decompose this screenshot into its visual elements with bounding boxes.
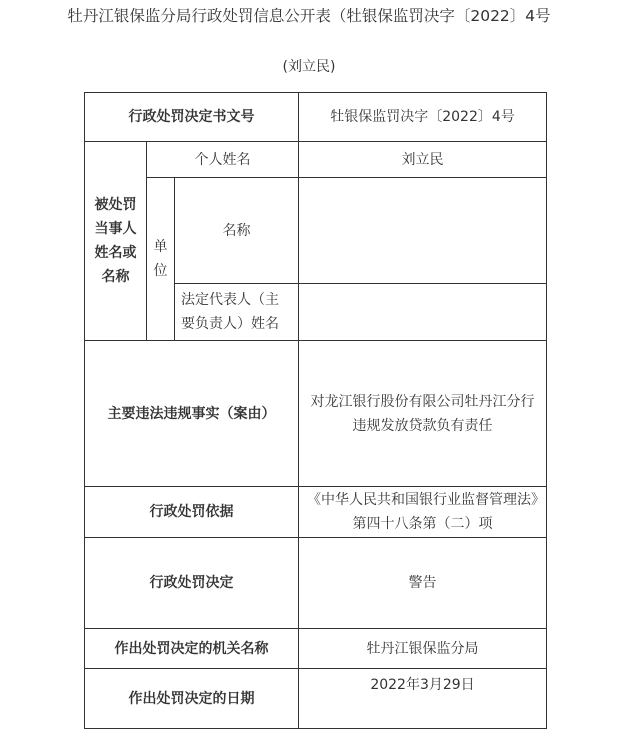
party-label: 被处罚当事人姓名或名称	[85, 142, 147, 341]
table-row	[85, 629, 547, 669]
unit-name-value	[299, 178, 547, 284]
table-row	[85, 341, 547, 487]
basis-label: 行政处罚依据	[85, 487, 299, 538]
table-row	[85, 487, 547, 538]
unit-label: 单位	[147, 178, 175, 341]
decision-no-label: 行政处罚决定书文号	[85, 93, 299, 142]
individual-name-value: 刘立民	[299, 142, 547, 178]
authority-label: 作出处罚决定的机关名称	[85, 629, 299, 669]
decision-label: 行政处罚决定	[85, 538, 299, 629]
facts-value: 对龙江银行股份有限公司牡丹江分行违规发放贷款负有责任	[299, 341, 547, 487]
decision-no-value: 牡银保监罚决字〔2022〕4号	[299, 93, 547, 142]
legal-rep-value	[299, 284, 547, 341]
table-row	[85, 669, 547, 729]
facts-label: 主要违法违规事实（案由）	[85, 341, 299, 487]
unit-name-label: 名称	[175, 178, 299, 284]
date-value: 2022年3月29日	[299, 669, 547, 729]
authority-value: 牡丹江银保监分局	[299, 629, 547, 669]
date-label: 作出处罚决定的日期	[85, 669, 299, 729]
legal-rep-label: 法定代表人（主要负责人）姓名	[175, 284, 299, 341]
page-subtitle: (刘立民)	[282, 59, 336, 75]
penalty-info-table	[84, 92, 547, 729]
table-row	[85, 93, 547, 142]
individual-name-label: 个人姓名	[147, 142, 299, 178]
table-row	[85, 142, 547, 178]
page-title: 牡丹江银保监分局行政处罚信息公开表（牡银保监罚决字〔2022〕4号	[67, 7, 551, 25]
table-row	[85, 178, 547, 284]
basis-value: 《中华人民共和国银行业监督管理法》第四十八条第（二）项	[299, 487, 547, 538]
decision-value: 警告	[299, 538, 547, 629]
table-row	[85, 538, 547, 629]
